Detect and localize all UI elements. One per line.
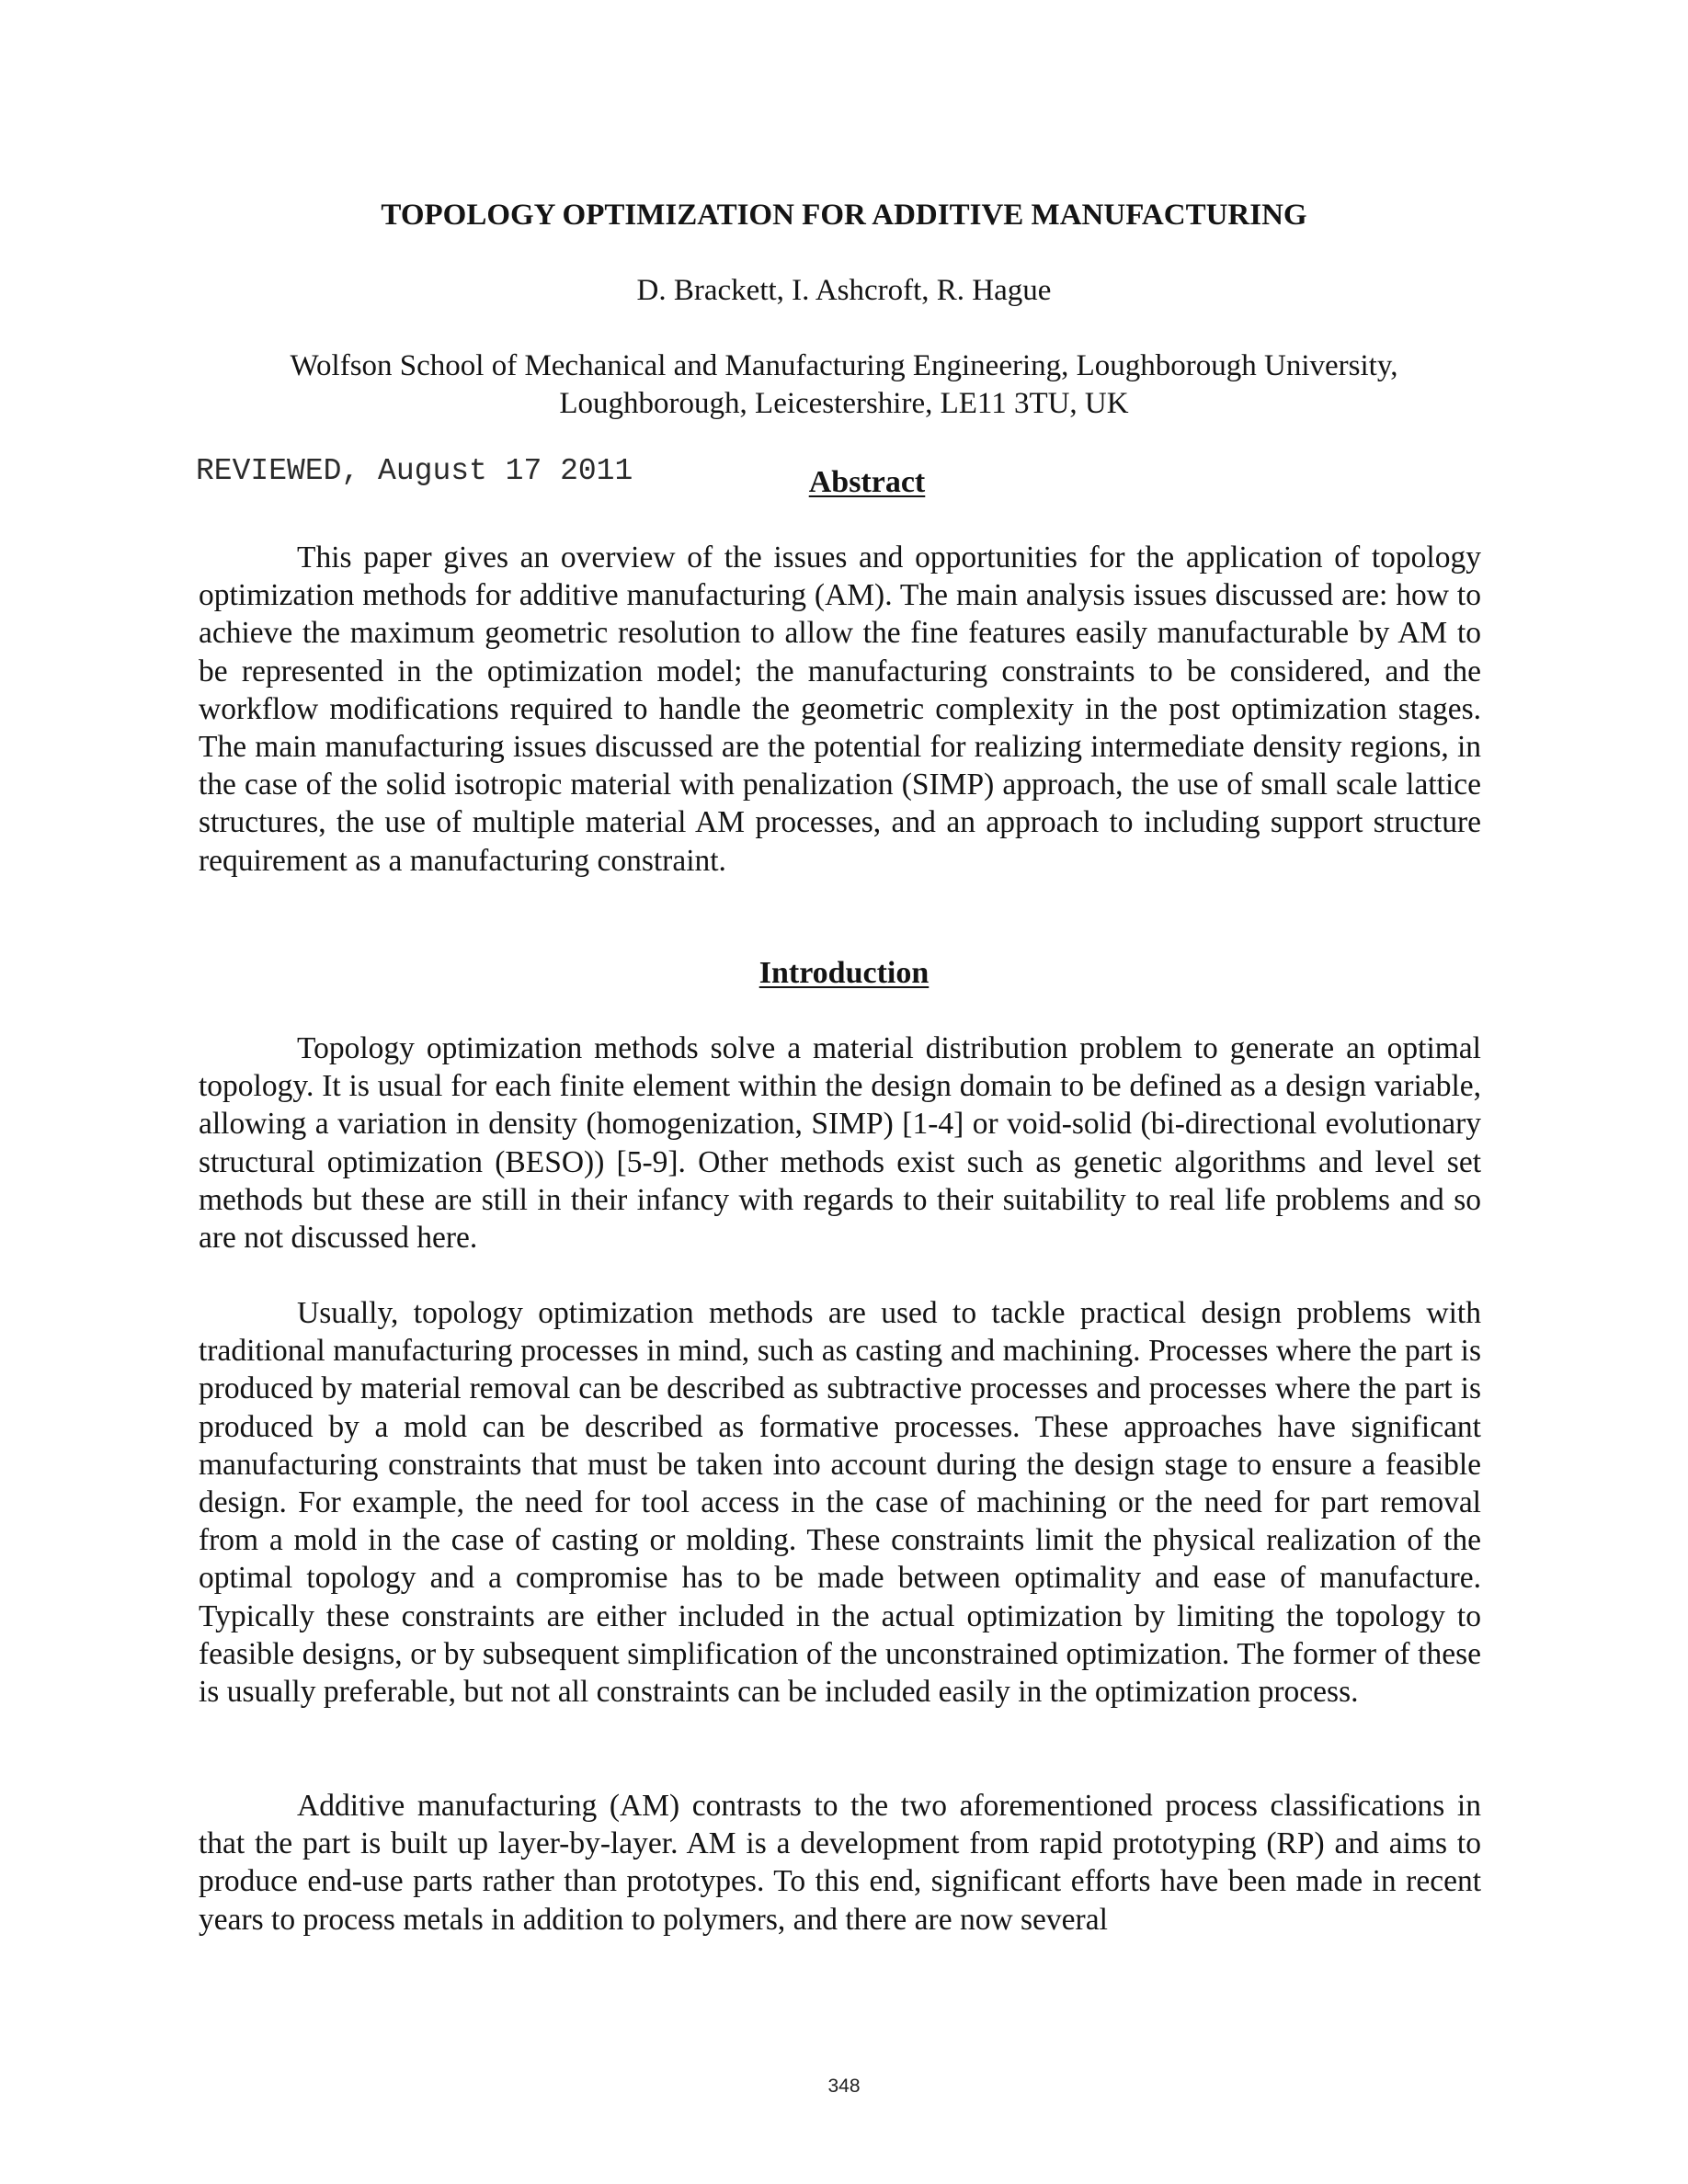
author-list: D. Brackett, I. Ashcroft, R. Hague — [636, 274, 1052, 307]
page-number: 348 — [827, 2076, 861, 2097]
introduction-paragraph: Additive manufacturing (AM) contrasts to the two aforementioned process classifications in that the part is built up layer-by-layer. AM is a development from rapid prototyping (RP) and aims to produce end-use parts rather than prototypes. To this end, significant efforts have been made in recent years to process metals in addition to polymers, and there are now several — [199, 1789, 1481, 1937]
abstract-paragraph: This paper gives an overview of the issues and opportunities for the application of topology optimization methods for additive manufacturing (AM). The main analysis issues discussed are: how to achieve the maximum geometric resolution to allow the fine features easily manufacturable by AM to be represented in the optimization model; the manufacturing constraints to be considered, and the workflow modifications required to handle the geometric complexity in the post optimization stages. The main manufacturing issues discussed are the potential for realizing intermediate density regions, in the case of the solid isotropic material with penalization (SIMP) approach, the use of small scale lattice structures, the use of multiple material AM processes, and an approach to including support structure requirement as a manufacturing constraint. — [199, 540, 1481, 878]
review-stamp: REVIEWED, August 17 2011 — [196, 454, 633, 488]
introduction-paragraph: Usually, topology optimization methods are used to tackle practical design problems with traditional manufacturing processes in mind, such as casting and machining. Processes where the part is produced by material removal can be described as subtractive processes and processes where the part is produced by a mold can be described as formative processes. These approaches have significant manufacturing constraints that must be taken into account during the design stage to ensure a feasible design. For example, the need for tool access in the case of machining or the need for part removal from a mold in the case of casting or molding. These constraints limit the physical realization of the optimal topology and a compromise has to be made between optimality and ease of manufacture. Typically these constraints are either included in the actual optimization by limiting the topology to feasible designs, or by subsequent simplification of the unconstrained optimization. The former of these is usually preferable, but not all constraints can be included easily in the optimization process. — [199, 1296, 1481, 1710]
paper-title: TOPOLOGY OPTIMIZATION FOR ADDITIVE MANUFACTURING — [381, 199, 1307, 232]
abstract-heading: Abstract — [808, 465, 926, 499]
introduction-heading: Introduction — [758, 956, 930, 990]
author-affiliation: Wolfson School of Mechanical and Manufacturing Engineering, Loughborough University, Loughborough, Leicestershire, LE11 3TU, UK — [290, 349, 1398, 420]
introduction-paragraph: Topology optimization methods solve a material distribution problem to generate an optimal topology. It is usual for each finite element within the design domain to be defined as a design variable, allowing a variation in density (homogenization, SIMP) [1-4] or void-solid (bi-directional evolutionary structural optimization (BESO)) [5-9]. Other methods exist such as genetic algorithms and level set methods but these are still in their infancy with regards to their suitability to real life problems and so are not discussed here. — [199, 1031, 1481, 1256]
